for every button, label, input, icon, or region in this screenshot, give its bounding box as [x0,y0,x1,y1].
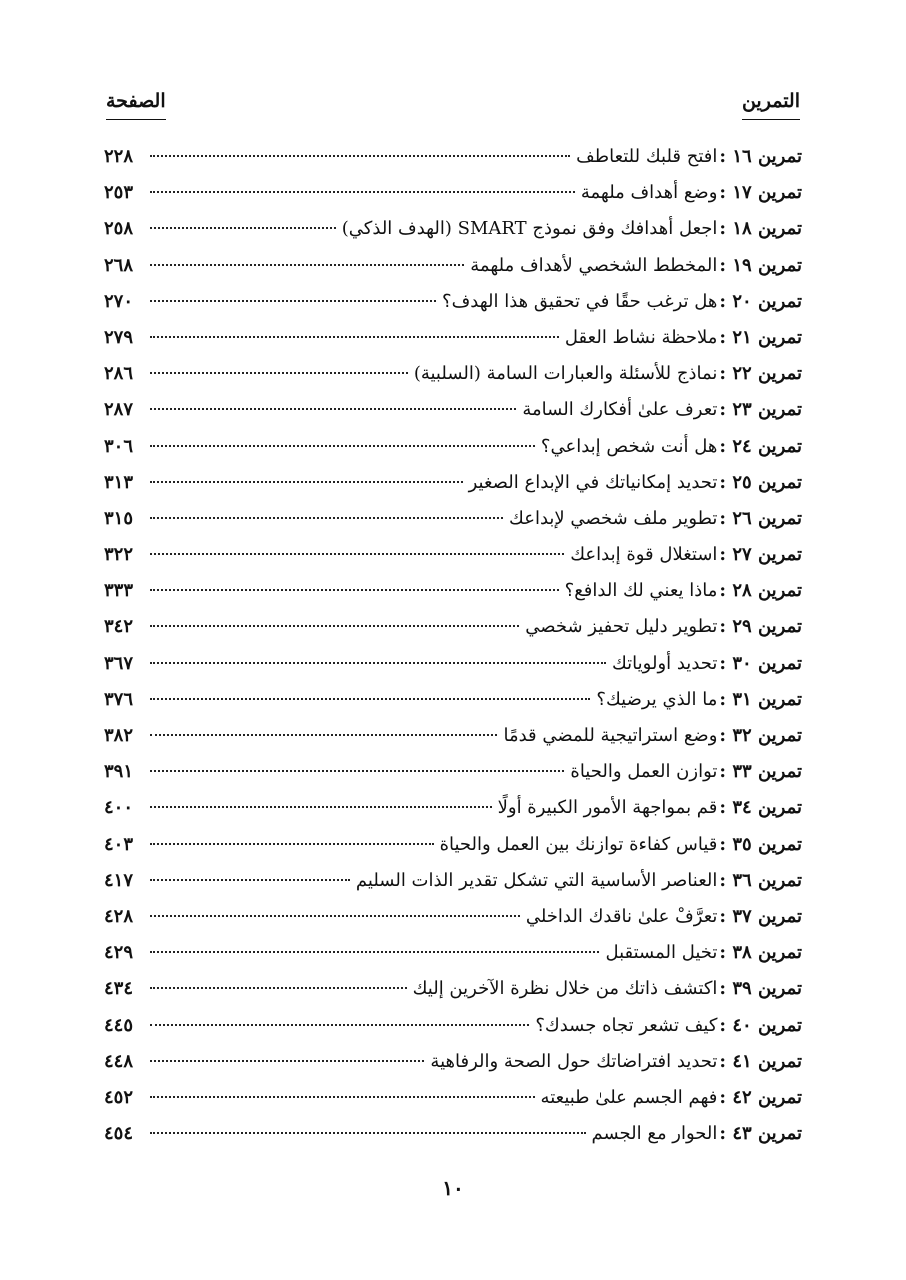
exercise-title: ماذا يعني لك الدافع؟ [564,580,718,602]
toc-entry[interactable] [104,653,802,689]
toc-entry[interactable] [104,978,802,1014]
dot-leader [150,698,590,700]
page-ref: ٣٦٧ [104,652,134,674]
exercise-title: المخطط الشخصي لأهداف ملهمة [470,254,718,276]
exercise-title: اكتشف ذاتك من خلال نظرة الآخرين إليك [412,978,718,1000]
page-ref: ٤٤٨ [104,1050,134,1072]
dot-leader [150,445,535,447]
page-ref: ٤٢٨ [104,905,134,927]
page-ref: ٣٠٦ [104,435,134,457]
page-ref: ٢٨٦ [104,363,134,385]
toc-entry[interactable] [104,146,802,182]
page-ref: ٢٢٨ [104,146,134,167]
exercise-title: ما الذي يرضيك؟ [596,688,718,710]
page-ref: ٣١٣ [104,471,134,493]
dot-leader [150,336,559,338]
toc-entry[interactable] [104,182,802,218]
exercise-label: تمرين ٣٣ : [719,761,802,783]
toc-entry[interactable] [104,906,802,942]
toc-entry[interactable] [104,689,802,725]
exercise-label: تمرين ٢٧ : [719,544,802,566]
exercise-label: تمرين ١٨ : [719,218,802,240]
page-ref: ٣١٥ [104,507,134,529]
exercise-label: تمرين ٤١ : [719,1050,802,1072]
exercise-title: فهم الجسم علىٰ طبيعته [540,1086,718,1108]
exercise-title: هل ترغب حقًا في تحقيق هذا الهدف؟ [442,290,718,312]
page-column-header: الصفحة [106,90,166,120]
exercise-title: توازن العمل والحياة [570,761,718,783]
toc-entry[interactable] [104,616,802,652]
dot-leader [150,372,408,374]
toc-entry[interactable] [104,1015,802,1051]
dot-leader [150,264,464,266]
toc-entry[interactable] [104,942,802,978]
page-ref: ٣٨٢ [104,725,134,746]
page-ref: ٣٣٣ [104,580,134,602]
page-ref: ٤١٧ [104,869,134,891]
dot-leader [150,191,575,193]
toc-list [104,146,802,1159]
page-ref: ٤٥٢ [104,1086,134,1108]
exercise-title: تخيل المستقبل [605,942,718,964]
exercise-title: كيف تشعر تجاه جسدك؟ [535,1014,718,1036]
dot-leader [150,300,436,302]
exercise-title: ملاحظة نشاط العقل [564,326,718,348]
exercise-label: تمرين ٢٤ : [719,435,802,457]
page-ref: ٤٠٣ [104,833,134,855]
dot-leader [150,1024,529,1026]
toc-entry[interactable] [104,472,802,508]
page-ref: ٢٥٨ [104,218,134,240]
exercise-title: تطوير دليل تحفيز شخصي [525,616,718,638]
dot-leader [150,155,570,157]
dot-leader [150,951,599,953]
exercise-title: تعرف علىٰ أفكارك السامة [522,399,718,421]
exercise-title: قم بمواجهة الأمور الكبيرة أولًا [497,797,718,819]
exercise-label: تمرين ٢٥ : [719,471,802,493]
toc-entry[interactable] [104,399,802,435]
exercise-title: تحديد افتراضاتك حول الصحة والرفاهية [430,1050,718,1072]
toc-entry[interactable] [104,1087,802,1123]
exercise-label: تمرين ٣٠ : [719,652,802,674]
page-ref: ٣٩١ [104,761,134,783]
toc-entry[interactable] [104,508,802,544]
toc-entry[interactable] [104,797,802,833]
page-ref: ٤٠٠ [104,797,134,819]
dot-leader [150,625,519,627]
toc-entry[interactable] [104,218,802,254]
dot-leader [150,481,463,483]
dot-leader [150,517,503,519]
exercise-label: تمرين ٢٠ : [719,290,802,312]
dot-leader [150,227,336,229]
dot-leader [150,1132,586,1134]
exercise-label: تمرين ٣٢ : [719,725,802,746]
exercise-title: قياس كفاءة توازنك بين العمل والحياة [439,833,718,855]
exercise-label: تمرين ٣٤ : [719,797,802,819]
exercise-column-header: التمرين [742,90,800,120]
exercise-title: وضع أهداف ملهمة [580,182,718,204]
exercise-title: استغلال قوة إبداعك [570,544,718,566]
exercise-label: تمرين ٢١ : [719,326,802,348]
page-ref: ٤٣٤ [104,978,134,1000]
exercise-title: تطوير ملف شخصي لإبداعك [509,507,718,529]
toc-entry[interactable] [104,327,802,363]
page-ref: ٣٢٢ [104,544,134,566]
dot-leader [150,806,492,808]
toc-entry[interactable] [104,1051,802,1087]
toc-entry[interactable] [104,291,802,327]
dot-leader [150,1096,535,1098]
exercise-label: تمرين ٣٦ : [719,869,802,891]
exercise-label: تمرين ٤٣ : [719,1123,802,1145]
exercise-title: هل أنت شخص إبداعي؟ [540,435,718,457]
exercise-title: تحديد أولوياتك [611,652,718,674]
exercise-title: وضع استراتيجية للمضي قدمًا [503,725,718,746]
exercise-title: الحوار مع الجسم [591,1123,718,1145]
page-number: ١٠ [442,1176,464,1200]
dot-leader [150,879,350,881]
exercise-label: تمرين ٣٨ : [719,942,802,964]
toc-entry[interactable] [104,363,802,399]
dot-leader [150,770,564,772]
exercise-title: افتح قلبك للتعاطف [576,146,718,167]
exercise-label: تمرين ٤٢ : [719,1086,802,1108]
dot-leader [150,987,407,989]
page-ref: ٤٥٤ [104,1123,134,1145]
dot-leader [150,1060,424,1062]
exercise-label: تمرين ٢٢ : [719,363,802,385]
page-ref: ٣٤٢ [104,616,134,638]
exercise-label: تمرين ١٧ : [719,182,802,204]
toc-entry[interactable] [104,580,802,616]
exercise-label: تمرين ٣٥ : [719,833,802,855]
exercise-title: تحديد إمكانياتك في الإبداع الصغير [468,471,718,493]
exercise-label: تمرين ٢٣ : [719,399,802,421]
dot-leader [150,915,520,917]
page-ref: ٢٧٩ [104,326,134,348]
exercise-label: تمرين ٣١ : [719,688,802,710]
dot-leader [150,408,516,410]
dot-leader [150,589,559,591]
toc-entry[interactable] [104,255,802,291]
exercise-label: تمرين ٣٩ : [719,978,802,1000]
dot-leader [150,553,564,555]
page-ref: ٣٧٦ [104,688,134,710]
toc-entry[interactable] [104,725,802,761]
exercise-label: تمرين ٣٧ : [719,905,802,927]
page-ref: ٤٤٥ [104,1014,134,1036]
exercise-title: تعرَّفْ علىٰ ناقدك الداخلي [525,905,718,927]
exercise-label: تمرين ١٦ : [719,146,802,167]
toc-entry[interactable] [104,870,802,906]
toc-entry[interactable] [104,1123,802,1159]
toc-entry[interactable] [104,761,802,797]
page-ref: ٢٦٨ [104,254,134,276]
toc-entry[interactable] [104,544,802,580]
exercise-title: اجعل أهدافك وفق نموذج SMART (الهدف الذكي) [341,218,718,240]
exercise-label: تمرين ٤٠ : [719,1014,802,1036]
page-ref: ٢٨٧ [104,399,134,421]
exercise-label: تمرين ١٩ : [719,254,802,276]
page-ref: ٢٥٣ [104,182,134,204]
page-ref: ٢٧٠ [104,290,134,312]
dot-leader [150,843,434,845]
exercise-label: تمرين ٢٨ : [719,580,802,602]
toc-entry[interactable] [104,834,802,870]
exercise-title: نماذج للأسئلة والعبارات السامة (السلبية) [413,363,718,385]
dot-leader [150,662,606,664]
page-ref: ٤٢٩ [104,942,134,964]
exercise-label: تمرين ٢٦ : [719,507,802,529]
exercise-label: تمرين ٢٩ : [719,616,802,638]
dot-leader [150,734,497,736]
exercise-title: العناصر الأساسية التي تشكل تقدير الذات السليم [355,869,718,891]
toc-entry[interactable] [104,436,802,472]
